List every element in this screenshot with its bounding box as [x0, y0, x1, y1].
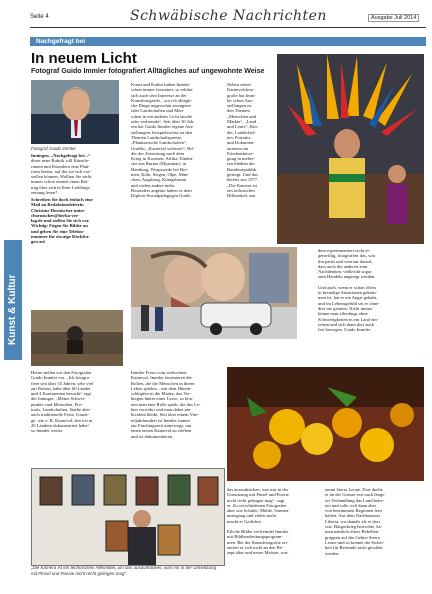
text-line: macht er Gedichte. [227, 518, 262, 524]
text-line: auch traditionelle Feste, Umzü- [31, 412, 89, 418]
text-line: nicht recht gelingen mag“, sagt [227, 497, 285, 503]
section-label: Nachgefragt bei [36, 37, 86, 45]
text-line: zept alter und neuer Meister, son- [227, 550, 289, 556]
side-tab [4, 240, 22, 360]
exhibition-photo [31, 468, 225, 566]
text-line: dies nie geraten. Nicht immer [318, 305, 373, 311]
text-line: Kunst und Kultur haben Immler [131, 82, 190, 87]
text-line: ge, wie z. B. Karneval, den ich in [31, 417, 93, 423]
text-line: entiert er sich nicht an den Re- [227, 544, 284, 550]
text-line: gruppen auf das Gebiet Sierra [325, 534, 380, 540]
text-line: zum Handeln angeregt werden. [318, 274, 376, 280]
text-line: cke aus Burma (Myanmar), in [131, 161, 187, 167]
text-line: einen neuen Karneval zu erleben [131, 428, 192, 434]
exhibition-caption: „Die Kamera ist ein technisches Hilfsmittel, um das auszudrücken, was mir in der Umsetzung mit Pinsel und Poesie nicht recht gelingen mag“. [31, 565, 217, 576]
text-line: sich auch sein Interesse an der [131, 92, 187, 98]
text-line: Karnevalsfoto- [227, 87, 255, 93]
text-line: der der Zerstörung nach dem [131, 150, 185, 156]
text-line: bivalent bleibt. Seit über einem Vier- [131, 412, 199, 418]
text-line: stellungen, beispielsweise zu den [131, 129, 192, 135]
text-line: Umsetzung mit Pinsel und Poesie [227, 492, 289, 498]
carnival-photo [277, 54, 424, 244]
text-line: Friedensbewe- [227, 150, 255, 156]
text-line: könne man allerdings ohne [318, 311, 368, 317]
text-line: Heute stellen wir den Fotografen [31, 370, 92, 375]
text-line: ren hat Guido Immler eigene Aus- [131, 124, 194, 130]
text-line: er an der Grenze erst nach länge- [325, 492, 386, 498]
text-line: und zu dokumentieren. [131, 433, 174, 439]
article-subhead: Fotograf Guido Immler fotografiert Alltägliches auf ungewohnte Weise [31, 68, 265, 75]
text-line: ren Städten der [227, 161, 255, 167]
mid-left-text [31, 370, 123, 434]
intro-line: diese neue Rubrik will Künstle- [31, 158, 90, 164]
text-line: Neben seiner [227, 82, 252, 87]
bottom-column-3 [325, 487, 424, 556]
text-line: stellungen zu [227, 103, 252, 109]
callout-line: lag.de und stellen Sie sich vor. [31, 218, 90, 224]
bottom-column-2 [227, 487, 319, 556]
text-line: untergang und vielen mehr [227, 513, 277, 519]
text-line: heit für Reisende nicht gewährt [325, 545, 383, 551]
body-column-3 [227, 82, 273, 199]
text-line: das auszudrücken, was mir in der [227, 487, 289, 492]
text-line: chen, Augsburg, Königsbrunn [131, 177, 187, 183]
landscape-photo [31, 310, 123, 366]
text-line: reisen und sich dann dort auch [318, 321, 375, 327]
text-line: dass auch die anderen zum [318, 263, 368, 269]
body-column-4 [318, 248, 424, 332]
callout-line: nummer für etwaige Rückfra- [31, 234, 90, 240]
text-line: mit Bildbearbeitungsprogram- [227, 534, 283, 540]
portrait-caption: Fotograf Guido Immler [31, 146, 77, 151]
text-line: grafie hat Imm- [227, 92, 256, 98]
text-line: Leone und so konnte die Sicher- [325, 539, 385, 545]
text-line: „Phantastische Landschaften“, [131, 140, 188, 146]
text-line: Märkte“, „Land [227, 119, 257, 125]
text-line: Rollen, die die Menschen in ihrem [131, 380, 195, 386]
text-line: von bestimmten Regionen fern [325, 508, 382, 514]
mid-center-text [131, 370, 223, 439]
text-line: war, Bürgerkrieg herrschte, ka- [325, 524, 383, 530]
text-line: „Menschen und [227, 113, 256, 119]
text-line: Guido Immler vor. „Ich fotogra- [31, 375, 91, 381]
issue-badge: Ausgabe Juli 2014 [368, 14, 419, 22]
intro-line: rinnen und Künstlern eine Platt- [31, 163, 90, 169]
text-line: ler schon Aus- [227, 97, 254, 103]
text-line: gung in mehre- [227, 156, 256, 162]
text-line: Immler Fotos vom weltweiten [131, 370, 187, 375]
page-number: Seite 4 [30, 14, 49, 20]
still-life-photo [227, 367, 424, 481]
text-line: men ist, hat er nie Angst gehabt, [318, 295, 378, 301]
callout-email-link[interactable]: chornischer@herba-ver- [31, 212, 80, 218]
text-line: aber wie Schäfer, Mühle, Sonnen- [227, 508, 290, 514]
text-line: Graffiti, „Karneval weltweit“, Bil- [131, 145, 195, 151]
text-line: oder verfremde“. Seit über 30 Jah- [131, 119, 195, 125]
text-line: nennt Sierra Leone. Dort durfte [325, 487, 383, 492]
text-line: Themen Landschaftspoesie, [131, 134, 183, 140]
text-line: halten. Aus dem Nachbarstaat [325, 513, 380, 519]
callout-box [31, 197, 123, 245]
text-line: so Immler weiter. [31, 428, 64, 434]
text-line: Etliche Bilder verfremdet Immler [227, 529, 289, 535]
header-rule [30, 27, 426, 28]
text-line: der Inninger. „Meine Schwer- [31, 396, 86, 402]
text-line: Schwierigkeiten in ein Land ein- [318, 316, 379, 322]
text-line: Diplom-Sozialpädagogen Guido [131, 193, 191, 199]
text-line: und vielen andere mehr. [131, 182, 176, 188]
body-column-2 [131, 82, 223, 199]
text-line: men. Bei der Kunstfotografie ori- [227, 539, 289, 545]
text-line: Leben spielen – mit dem Hinein- [131, 385, 192, 391]
side-tab-label: Kunst & Kultur [7, 274, 18, 345]
text-line: Karneval. Immler faszinieren die [131, 375, 192, 381]
callout-line: Christine Hornischer unter [31, 207, 85, 213]
text-line: und 4 Kontinenten besucht“ sagt [31, 391, 91, 397]
text-line: den Themen [227, 108, 250, 114]
section-bar [30, 37, 426, 46]
text-line: Besonders angetan haben es dem [131, 187, 192, 193]
text-line: Liberia, wo damals als er dort [325, 518, 380, 524]
intro-line: Inningen. „Nachgefragt bei...“ [31, 153, 91, 158]
text-line: bergen hinter einer Larve, so kön- [131, 396, 194, 402]
intro-text [31, 153, 123, 195]
text-line: men, Köln, Siegen, Olpe, Mün- [131, 172, 189, 178]
text-line: Hamburg, Worpswede bei Bre- [131, 166, 189, 172]
text-line: frei bewegen. Guido Immler [318, 327, 371, 333]
text-line: tationen zur [227, 145, 249, 151]
text-line: werden. [325, 550, 340, 556]
text-line: „Die Kamera ist [227, 182, 257, 188]
text-line: ihn packt und vertraut darauf, [318, 258, 373, 264]
text-line: und im Lebensgefühl sei er ohne- [318, 300, 380, 306]
text-line: rer Verhandlung das Land betre- [325, 497, 385, 503]
text-line: traits, Landschaften, Stadte aber [31, 407, 91, 413]
text-line: teljahrhundert ist Immler immer [131, 417, 191, 423]
text-line: Krieg in Kroatien, Afrika, Eindrü- [131, 156, 194, 162]
text-line: gezeigt. Und das [227, 172, 258, 178]
text-line: und Leute“, Kin- [227, 124, 259, 130]
text-line: Kunstfotografie, „wo ich alltägli- [131, 97, 193, 103]
text-line: der, Landschaf- [227, 129, 256, 135]
callout-line: Schreiben Sie doch einfach eine [31, 197, 93, 202]
text-line: schlüpfen in die Maske, das Ver- [131, 391, 192, 397]
portrait-photo [31, 80, 119, 144]
text-line: er. Zu verschiedenen Fotografen [227, 502, 287, 508]
callout-line: Mail an Redaktionsleiterin [31, 202, 84, 208]
intro-line: trag über sich in Ihrer Lieblings- [31, 184, 91, 190]
text-line: fiere seit über 35 Jahren, sehr viel [31, 380, 94, 386]
text-line: nen man eine Rolle spielt, die das Le- [131, 401, 201, 407]
text-line: ein technisches [227, 187, 255, 193]
text-line: zur Faschingszeit unterwegs, um [131, 422, 192, 428]
text-line: ten, Portraits [227, 134, 251, 140]
text-line: schen in ein anderes Licht tauche [131, 113, 193, 119]
graffiti-photo [131, 247, 297, 339]
text-line: dem experimentiert recht ei- [318, 248, 371, 253]
text-line: 20 Ländern dokumentiert habe“ [31, 422, 90, 428]
callout-line: und geben Sie eine Telefon- [31, 228, 85, 234]
text-line: Nachdenken, vielleicht sogar [318, 269, 372, 275]
callout-line: gen an! [31, 239, 46, 245]
callout-line: Wichtig: Fügen Sie Bilder an [31, 223, 88, 229]
text-line: auf Reisen, habe über 60 Länder [31, 385, 91, 391]
intro-line: immer schon einmal einen Bei- [31, 179, 89, 185]
intro-line: zeitung lesen? [31, 190, 58, 196]
text-line: und Dokumen- [227, 140, 255, 146]
text-line: genwillig, fotografiert das, was [318, 253, 376, 259]
text-line: Und auch, wenn er schon öfters [318, 284, 377, 290]
intro-line: stellen können. Wollten Sie nicht [31, 174, 92, 180]
text-line: oder Landschaften und Men- [131, 108, 185, 114]
text-line: schon immer fasziniert, so erklärt [131, 87, 193, 93]
text-line: Hilfsmittel, um [227, 193, 256, 199]
text-line: Bundesrepublik [227, 166, 257, 172]
text-line: in brenzlige Situationen gekom- [318, 290, 378, 296]
text-line: ben verwehrt und man dabei am- [131, 407, 192, 413]
text-line: ten und solle sich dann aber [325, 502, 377, 508]
text-line: bereits seit 1977. [227, 177, 259, 183]
text-line: che Dinge ungewohnt arrangiere [131, 103, 192, 109]
text-line: punkte sind Menschen, Por- [31, 401, 83, 407]
article-headline: In neuem Licht [31, 50, 137, 67]
text-line: men nämlich öfters Rebellen- [325, 529, 380, 535]
intro-line: form bieten, auf der sie sich vor- [31, 168, 91, 174]
paper-title: Schwäbische Nachrichten [130, 8, 327, 24]
